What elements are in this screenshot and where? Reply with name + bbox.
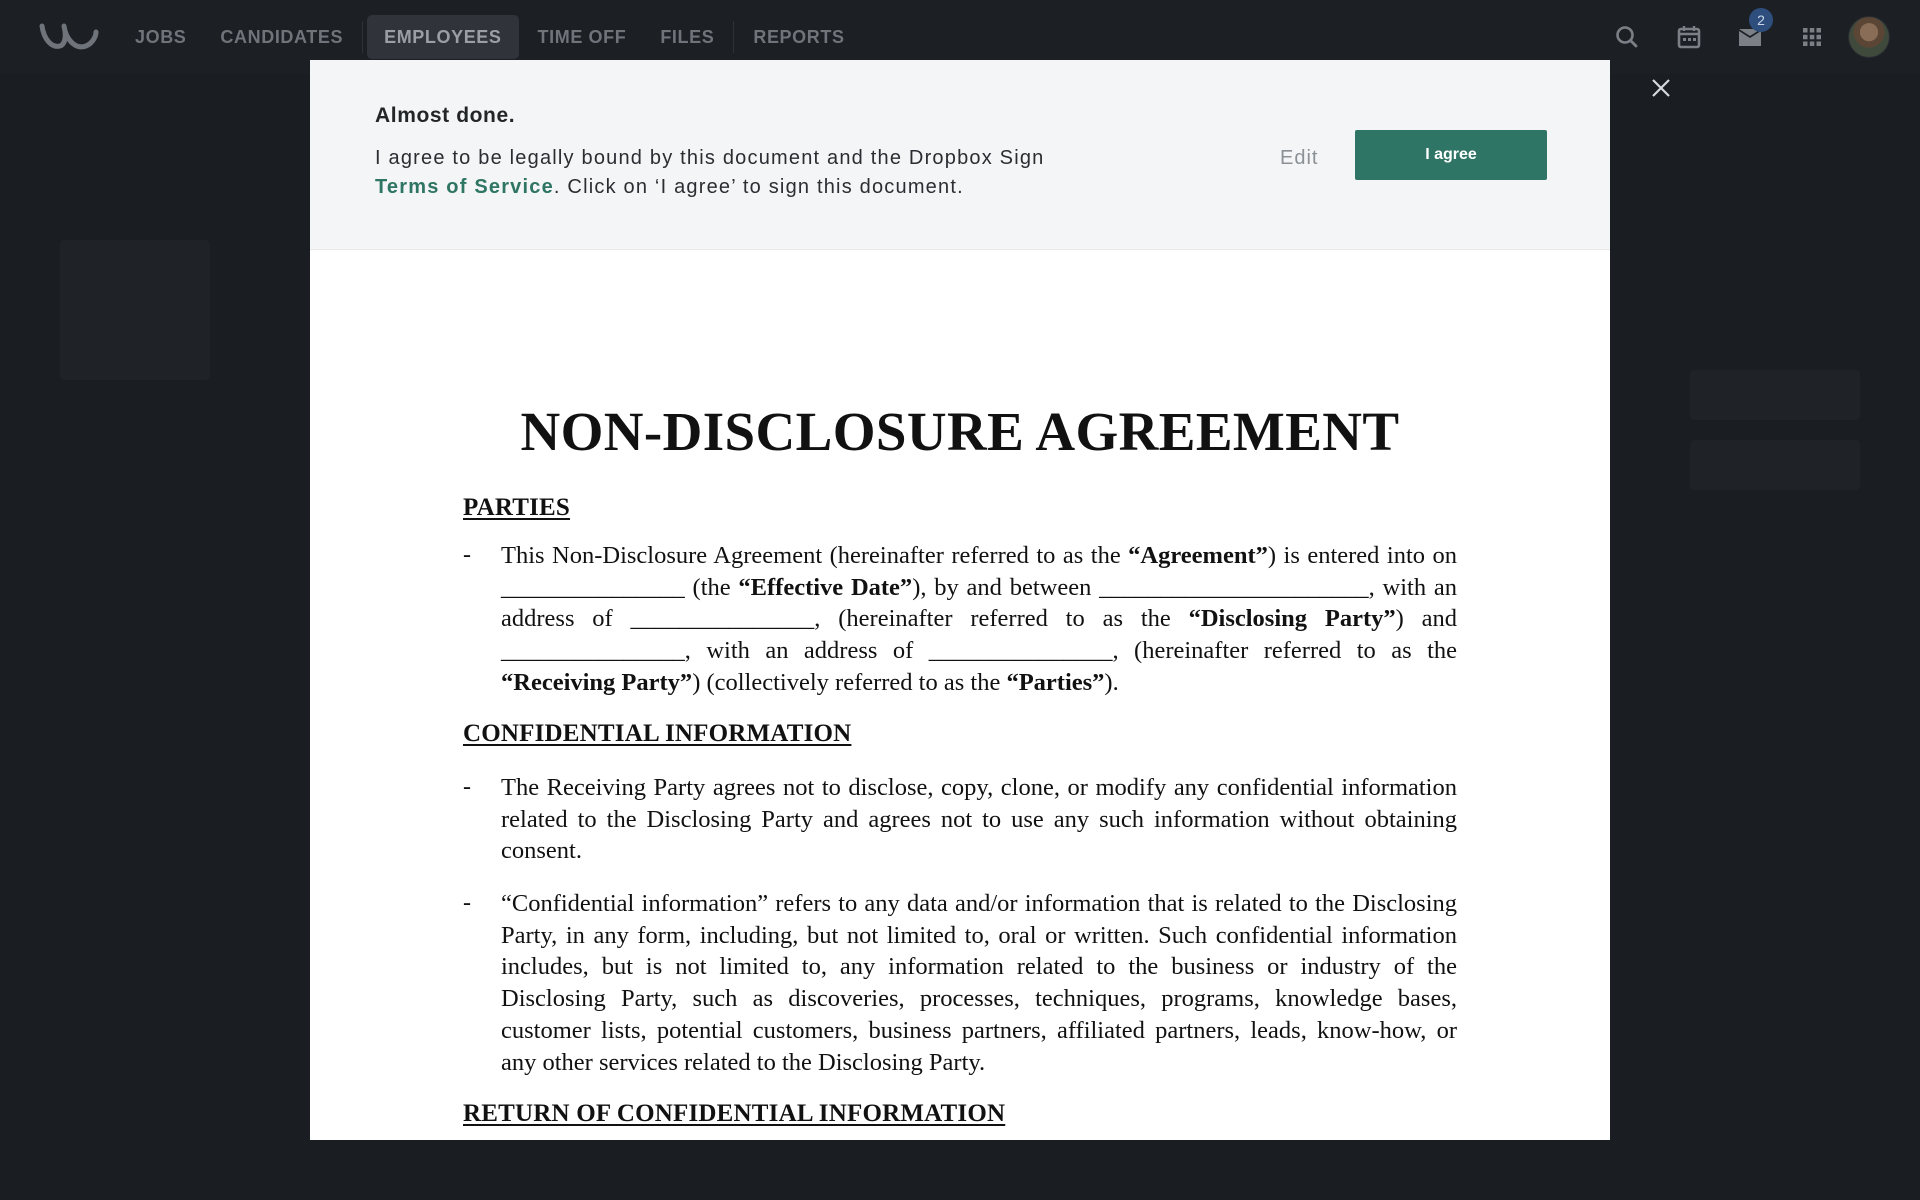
mail-unread-badge: 2: [1749, 8, 1773, 32]
section-heading-confidential: CONFIDENTIAL INFORMATION: [463, 720, 852, 747]
user-avatar[interactable]: [1849, 17, 1889, 57]
calendar-icon[interactable]: [1674, 22, 1704, 52]
terms-of-service-link[interactable]: Terms of Service: [375, 176, 554, 198]
parties-text: This Non-Disclosure Agreement (hereinafter referred to as the “Agreement”) is entered into on _______________ (the “Effective Date”), by and between ______________________, with an address of _______________, (hereinafter referred to as the “Disclosing Party”) and _______________, with an address of _______________, (hereinafter referred to as the “Receiving Party”) (collectively referred to as the “Parties”).: [501, 542, 1457, 696]
consent-text: [375, 144, 1095, 202]
close-modal-button[interactable]: [1641, 68, 1681, 108]
nav-employees[interactable]: EMPLOYEES: [367, 15, 518, 59]
apps-grid-icon[interactable]: [1797, 22, 1827, 52]
section-heading-return: RETURN OF CONFIDENTIAL INFORMATION: [463, 1100, 1006, 1127]
nav-reports[interactable]: REPORTS: [753, 26, 845, 47]
bullet-dash: -: [463, 542, 471, 568]
bullet-dash: -: [463, 890, 471, 916]
search-icon[interactable]: [1612, 22, 1642, 52]
nav-divider: [362, 21, 363, 53]
nav-jobs[interactable]: JOBS: [135, 26, 187, 47]
consent-text-before: I agree to be legally bound by this document and the Dropbox Sign: [375, 147, 1045, 169]
bullet-dash: -: [463, 774, 471, 800]
nav-candidates[interactable]: CANDIDATES: [220, 26, 344, 47]
close-icon: [1641, 68, 1681, 108]
nav-divider: [733, 21, 734, 53]
confidential-text-1: The Receiving Party agrees not to disclose, copy, clone, or modify any confidential information related to the Disclosing Party and agrees not to use any such information without obtaining consent.: [501, 774, 1457, 865]
main-nav: [118, 15, 862, 59]
company-logo[interactable]: [38, 18, 100, 54]
consent-header: [310, 60, 1610, 250]
consent-heading: Almost done.: [375, 104, 516, 127]
document-title: NON-DISCLOSURE AGREEMENT: [520, 401, 1400, 462]
i-agree-button[interactable]: I agree: [1355, 130, 1547, 180]
signature-modal: [310, 60, 1610, 1140]
background-panel: [1690, 440, 1860, 490]
background-panel: [1690, 370, 1860, 420]
section-heading-parties: PARTIES: [463, 494, 571, 521]
nav-files[interactable]: FILES: [660, 26, 715, 47]
consent-text-after: . Click on ‘I agree’ to sign this document.: [553, 176, 964, 198]
nav-time-off[interactable]: TIME OFF: [537, 26, 627, 47]
confidential-text-2: “Confidential information” refers to any data and/or information that is related to the Disclosing Party, in any form, including, but not limited to, oral or written. Such confidential information includes, but is not limited to, any information related to the business or industry of the Disclosing Party, such as discoveries, processes, techniques, programs, knowledge bases, customer lists, potential customers, business partners, affiliated partners, leads, know-how, or any other services related to the Disclosing Party.: [501, 890, 1457, 1076]
background-panel: [60, 240, 210, 380]
edit-button[interactable]: Edit: [1280, 147, 1319, 169]
